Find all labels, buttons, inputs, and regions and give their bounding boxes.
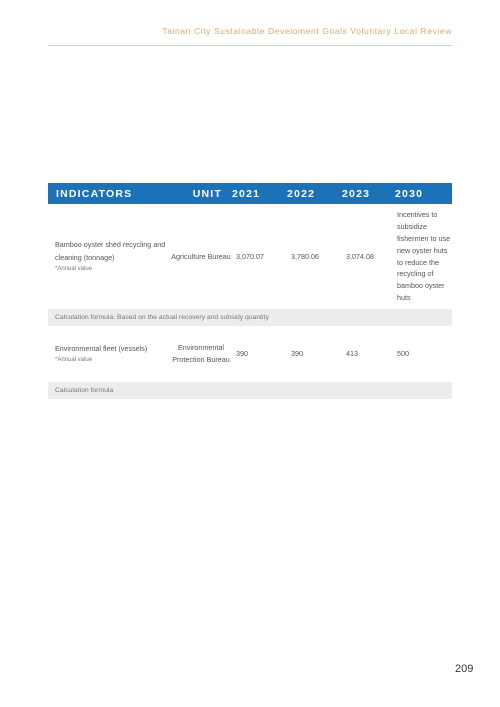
- indicator-name: Environmental fleet (vessels): [55, 344, 148, 353]
- header-2021: 2021: [232, 183, 287, 204]
- indicator-note: *Annual value: [55, 266, 93, 272]
- header-divider: [48, 45, 452, 46]
- value-2021: 390: [236, 349, 248, 358]
- value-2022: 390: [291, 349, 303, 358]
- unit-cell: Environmental Protection Bureau: [172, 343, 230, 364]
- value-2023: 413: [346, 349, 358, 358]
- indicator-cell: [48, 326, 170, 382]
- table-row: [48, 326, 452, 382]
- formula-row: [48, 382, 452, 399]
- table-header-row: [48, 183, 452, 204]
- value-2022: 3,780.06: [291, 251, 319, 261]
- document-header: Tainan City Sustainable Develoment Goals Voluntary Local Review: [162, 26, 452, 36]
- indicator-cell: [48, 204, 170, 309]
- target-2030: 500: [397, 349, 409, 359]
- header-indicators: INDICATORS: [48, 183, 170, 204]
- formula-text: Calculation formula: Based on the actual recovery and subsidy quantity: [48, 309, 452, 326]
- target-2030: Incentives to subsidize fishermen to use new oyster huts to reduce the recycling of bamboo oyster huts: [397, 210, 451, 302]
- page-number: 209: [455, 663, 474, 675]
- header-2030: 2030: [395, 183, 452, 204]
- value-2023: 3,074.08: [346, 251, 374, 261]
- header-2022: 2022: [287, 183, 342, 204]
- unit-cell: Agriculture Bureau: [171, 251, 231, 261]
- indicator-name: Bamboo oyster shed recycling and cleaning (tonnage): [55, 240, 166, 262]
- indicators-table: [48, 183, 452, 399]
- table-row: [48, 204, 452, 309]
- header-2023: 2023: [342, 183, 395, 204]
- formula-row: [48, 309, 452, 326]
- indicator-note: *Annual value: [55, 357, 93, 363]
- header-unit: UNIT: [170, 183, 232, 204]
- formula-text: Calculation formula: [48, 382, 452, 399]
- value-2021: 3,070.07: [236, 251, 264, 261]
